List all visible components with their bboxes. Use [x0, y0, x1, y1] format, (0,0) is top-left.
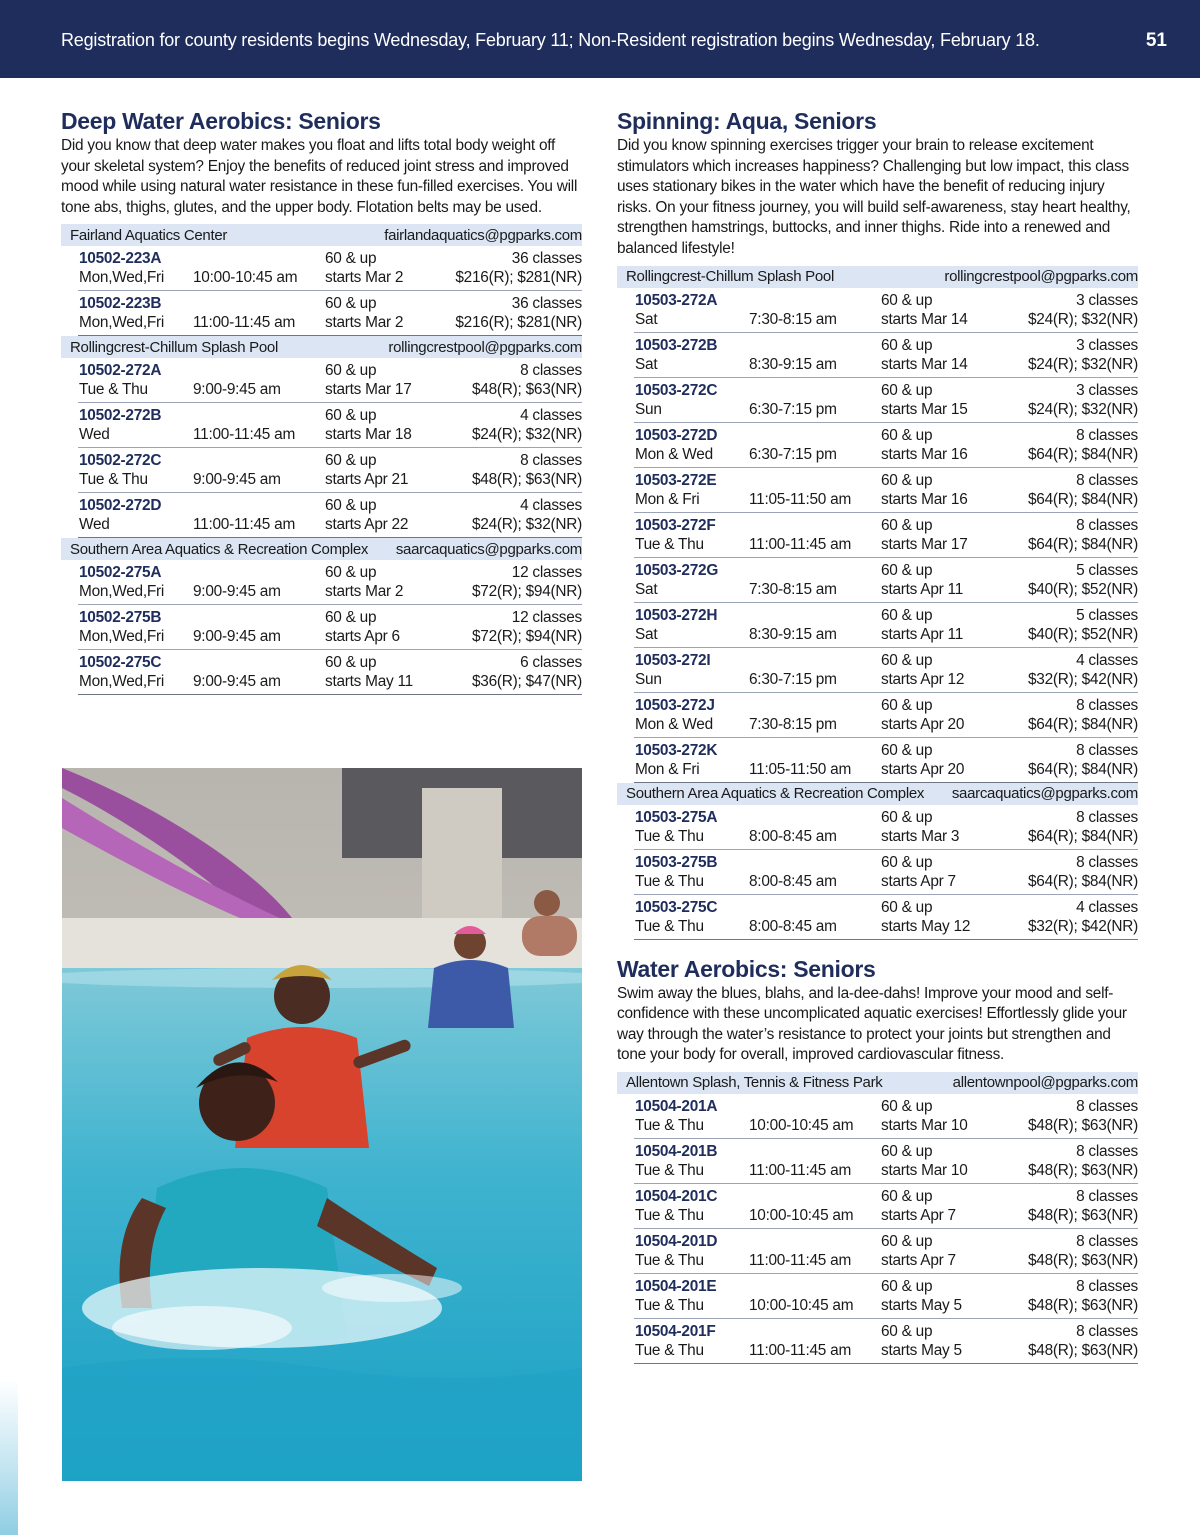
class-count: 3 classes — [1076, 291, 1138, 309]
class-start: starts Mar 10 — [881, 1116, 968, 1134]
class-time: 8:30-9:15 am — [749, 625, 837, 643]
class-code: 10503-272J — [635, 696, 715, 714]
class-code: 10503-275B — [635, 853, 718, 871]
class-age: 60 & up — [881, 1187, 933, 1205]
class-count: 8 classes — [1076, 696, 1138, 714]
class-start: starts Mar 18 — [325, 426, 412, 444]
venue-name: Rollingcrest-Chillum Splash Pool — [626, 268, 834, 286]
class-row — [78, 605, 582, 650]
class-start: starts Mar 16 — [881, 490, 968, 508]
class-count: 8 classes — [1076, 741, 1138, 759]
class-time: 10:00-10:45 am — [193, 269, 298, 287]
class-time: 9:00-9:45 am — [193, 673, 281, 691]
class-count: 8 classes — [1076, 1277, 1138, 1295]
class-days: Sat — [635, 355, 658, 373]
class-time: 9:00-9:45 am — [193, 471, 281, 489]
class-start: starts Mar 17 — [881, 535, 968, 553]
class-age: 60 & up — [881, 741, 933, 759]
class-code: 10503-272H — [635, 606, 718, 624]
class-row — [78, 493, 582, 538]
class-start: starts Apr 12 — [881, 670, 965, 688]
class-age: 60 & up — [881, 381, 933, 399]
class-row — [634, 378, 1138, 423]
class-days: Mon & Wed — [635, 715, 713, 733]
class-start: starts Apr 11 — [881, 625, 964, 643]
class-price: $64(R); $84(NR) — [1027, 872, 1138, 890]
class-code: 10503-272C — [635, 381, 718, 399]
class-price: $24(R); $32(NR) — [471, 516, 582, 534]
class-start: starts May 12 — [881, 917, 971, 935]
venue-header — [61, 336, 582, 358]
class-time: 10:00-10:45 am — [749, 1116, 854, 1134]
left-column — [61, 106, 582, 695]
class-count: 12 classes — [511, 609, 582, 627]
class-row — [78, 403, 582, 448]
class-time: 10:00-10:45 am — [749, 1296, 854, 1314]
class-code: 10504-201C — [635, 1187, 718, 1205]
class-days: Tue & Thu — [635, 1116, 704, 1134]
class-days: Mon,Wed,Fri — [79, 673, 165, 691]
class-count: 4 classes — [520, 407, 582, 425]
class-price: $64(R); $84(NR) — [1027, 827, 1138, 845]
venue-email-link[interactable]: rollingcrestpool@pgparks.com — [944, 268, 1138, 286]
class-code: 10502-275B — [79, 609, 162, 627]
class-days: Mon & Fri — [635, 490, 700, 508]
class-time: 11:00-11:45 am — [193, 426, 296, 444]
class-start: starts Mar 17 — [325, 381, 412, 399]
venue-email-link[interactable]: saarcaquatics@pgparks.com — [951, 785, 1138, 803]
class-time: 6:30-7:15 pm — [749, 445, 837, 463]
class-count: 8 classes — [1076, 808, 1138, 826]
class-row — [634, 423, 1138, 468]
class-time: 8:30-9:15 am — [749, 355, 837, 373]
venue-name: Rollingcrest-Chillum Splash Pool — [70, 338, 278, 356]
class-days: Mon & Wed — [635, 445, 713, 463]
class-time: 10:00-10:45 am — [749, 1206, 854, 1224]
class-start: starts May 11 — [325, 673, 413, 691]
class-days: Wed — [79, 426, 110, 444]
class-days: Tue & Thu — [635, 872, 704, 890]
class-start: starts Apr 20 — [881, 715, 965, 733]
class-days: Mon,Wed,Fri — [79, 628, 165, 646]
class-days: Tue & Thu — [79, 471, 148, 489]
class-time: 11:00-11:45 am — [749, 1161, 852, 1179]
class-age: 60 & up — [881, 1097, 933, 1115]
class-row — [634, 1184, 1138, 1229]
class-code: 10502-223B — [79, 295, 162, 313]
class-row — [634, 558, 1138, 603]
venue-list-water-aerobics — [617, 1072, 1138, 1364]
class-days: Tue & Thu — [79, 381, 148, 399]
class-start: starts Apr 20 — [881, 760, 965, 778]
class-code: 10504-201F — [635, 1322, 716, 1340]
class-code: 10504-201E — [635, 1277, 717, 1295]
class-start: starts Apr 7 — [881, 1206, 956, 1224]
class-price: $64(R); $84(NR) — [1027, 445, 1138, 463]
class-row — [634, 1094, 1138, 1139]
class-price: $48(R); $63(NR) — [1027, 1296, 1138, 1314]
class-start: starts Mar 16 — [881, 445, 968, 463]
class-age: 60 & up — [325, 452, 377, 470]
class-row — [78, 560, 582, 605]
class-time: 11:00-11:45 am — [193, 516, 296, 534]
class-time: 6:30-7:15 pm — [749, 400, 837, 418]
venue-list-deep-water — [61, 224, 582, 695]
class-count: 8 classes — [1076, 1187, 1138, 1205]
class-age: 60 & up — [881, 1277, 933, 1295]
class-time: 9:00-9:45 am — [193, 381, 281, 399]
class-price: $40(R); $52(NR) — [1027, 580, 1138, 598]
class-days: Tue & Thu — [635, 1296, 704, 1314]
venue-email-link[interactable]: fairlandaquatics@pgparks.com — [384, 226, 582, 244]
class-start: starts Apr 22 — [325, 516, 409, 534]
class-time: 11:00-11:45 am — [749, 1341, 852, 1359]
class-start: starts May 5 — [881, 1341, 962, 1359]
class-price: $24(R); $32(NR) — [1027, 355, 1138, 373]
class-time: 7:30-8:15 am — [749, 580, 837, 598]
class-days: Mon,Wed,Fri — [79, 314, 165, 332]
class-code: 10504-201A — [635, 1097, 718, 1115]
class-code: 10503-272I — [635, 651, 711, 669]
class-age: 60 & up — [881, 606, 933, 624]
class-count: 8 classes — [1076, 853, 1138, 871]
class-days: Mon,Wed,Fri — [79, 269, 165, 287]
class-count: 4 classes — [1076, 651, 1138, 669]
class-row — [634, 850, 1138, 895]
class-count: 5 classes — [1076, 561, 1138, 579]
pool-photo — [62, 768, 582, 1481]
class-age: 60 & up — [325, 609, 377, 627]
decorative-splash — [0, 1380, 18, 1535]
class-row — [634, 805, 1138, 850]
class-start: starts Apr 11 — [881, 580, 964, 598]
class-time: 11:00-11:45 am — [749, 1251, 852, 1269]
class-age: 60 & up — [881, 1142, 933, 1160]
class-days: Tue & Thu — [635, 1341, 704, 1359]
section-description-deep-water: Did you know that deep water makes you float and lifts total body weight off your skeletal system? Enjoy the benefits of reduced joint stress and improved mood while using natural water resistance in these fun-filled exercises. You will tone abs, thighs, glutes, and the upper body. Flotation belts may be used. — [61, 137, 578, 216]
class-count: 8 classes — [1076, 471, 1138, 489]
class-age: 60 & up — [881, 651, 933, 669]
class-count: 8 classes — [520, 362, 582, 380]
venue-name: Allentown Splash, Tennis & Fitness Park — [626, 1074, 883, 1092]
class-count: 8 classes — [1076, 426, 1138, 444]
class-start: starts Apr 7 — [881, 1251, 956, 1269]
class-age: 60 & up — [881, 853, 933, 871]
class-age: 60 & up — [881, 1322, 933, 1340]
class-code: 10503-272F — [635, 516, 716, 534]
class-start: starts Mar 2 — [325, 583, 404, 601]
class-age: 60 & up — [881, 471, 933, 489]
class-code: 10503-275C — [635, 898, 718, 916]
class-count: 4 classes — [1076, 898, 1138, 916]
class-time: 9:00-9:45 am — [193, 583, 281, 601]
class-row — [634, 1274, 1138, 1319]
class-age: 60 & up — [881, 898, 933, 916]
class-days: Sat — [635, 580, 658, 598]
class-days: Tue & Thu — [635, 1161, 704, 1179]
class-price: $32(R); $42(NR) — [1027, 670, 1138, 688]
class-row — [634, 1319, 1138, 1364]
class-price: $64(R); $84(NR) — [1027, 760, 1138, 778]
class-age: 60 & up — [881, 516, 933, 534]
class-row — [78, 650, 582, 695]
class-count: 8 classes — [1076, 1097, 1138, 1115]
class-age: 60 & up — [881, 696, 933, 714]
class-count: 8 classes — [1076, 516, 1138, 534]
class-row — [634, 603, 1138, 648]
class-days: Sat — [635, 625, 658, 643]
class-code: 10503-272G — [635, 561, 719, 579]
venue-header — [61, 224, 582, 246]
class-row — [634, 468, 1138, 513]
registration-notice: Registration for county residents begins Wednesday, February 11; Non-Resident registration begins Wednesday, February 18. — [61, 30, 1040, 50]
class-count: 8 classes — [1076, 1322, 1138, 1340]
class-price: $48(R); $63(NR) — [1027, 1341, 1138, 1359]
class-code: 10502-223A — [79, 250, 162, 268]
section-description-spinning: Did you know spinning exercises trigger your brain to release excitement stimulators which increases happiness? Challenging but low impact, this class uses stationary bikes in the water which have the benefit of reducing injury risks. On your fitness journey, you will build self-awareness, stay heart healthy, strengthen hamstrings, buttocks, and inner thighs. Ride into a renewed and balanced lifestyle! — [617, 137, 1131, 257]
class-count: 6 classes — [520, 654, 582, 672]
class-price: $24(R); $32(NR) — [1027, 310, 1138, 328]
class-days: Sat — [635, 310, 658, 328]
class-row — [634, 738, 1138, 783]
venue-email-link[interactable]: rollingcrestpool@pgparks.com — [388, 338, 582, 356]
venue-header — [617, 783, 1138, 805]
class-price: $48(R); $63(NR) — [471, 381, 582, 399]
class-price: $48(R); $63(NR) — [1027, 1116, 1138, 1134]
class-start: starts Mar 3 — [881, 827, 960, 845]
class-time: 8:00-8:45 am — [749, 827, 837, 845]
class-time: 7:30-8:15 am — [749, 310, 837, 328]
class-price: $40(R); $52(NR) — [1027, 625, 1138, 643]
class-days: Mon & Fri — [635, 760, 700, 778]
class-code: 10502-272A — [79, 362, 162, 380]
venue-name: Southern Area Aquatics & Recreation Complex — [70, 540, 369, 558]
class-count: 36 classes — [511, 250, 582, 268]
class-days: Tue & Thu — [635, 1206, 704, 1224]
class-row — [78, 291, 582, 336]
class-time: 6:30-7:15 pm — [749, 670, 837, 688]
class-code: 10503-272K — [635, 741, 718, 759]
class-price: $216(R); $281(NR) — [455, 269, 582, 287]
class-row — [78, 246, 582, 291]
class-row — [634, 1139, 1138, 1184]
section-title-spinning: Spinning: Aqua, Seniors — [617, 108, 877, 134]
venue-name: Southern Area Aquatics & Recreation Complex — [626, 785, 925, 803]
class-count: 3 classes — [1076, 336, 1138, 354]
class-price: $64(R); $84(NR) — [1027, 490, 1138, 508]
class-age: 60 & up — [325, 407, 377, 425]
class-price: $48(R); $63(NR) — [471, 471, 582, 489]
class-price: $72(R); $94(NR) — [471, 628, 582, 646]
class-count: 36 classes — [511, 295, 582, 313]
class-age: 60 & up — [325, 362, 377, 380]
class-start: starts Mar 14 — [881, 355, 968, 373]
header-bar — [0, 0, 1200, 78]
class-time: 9:00-9:45 am — [193, 628, 281, 646]
class-count: 5 classes — [1076, 606, 1138, 624]
class-time: 11:05-11:50 am — [749, 760, 852, 778]
class-row — [78, 358, 582, 403]
class-start: starts Mar 10 — [881, 1161, 968, 1179]
class-age: 60 & up — [881, 808, 933, 826]
venue-header — [617, 266, 1138, 288]
class-start: starts Apr 21 — [325, 471, 409, 489]
class-age: 60 & up — [325, 250, 377, 268]
class-code: 10503-272B — [635, 336, 718, 354]
class-days: Tue & Thu — [635, 535, 704, 553]
class-price: $64(R); $84(NR) — [1027, 535, 1138, 553]
class-age: 60 & up — [881, 291, 933, 309]
class-row — [634, 693, 1138, 738]
class-code: 10504-201D — [635, 1232, 718, 1250]
venue-name: Fairland Aquatics Center — [70, 226, 228, 244]
class-code: 10503-272D — [635, 426, 718, 444]
class-price: $216(R); $281(NR) — [455, 314, 582, 332]
class-code: 10502-275C — [79, 654, 162, 672]
class-time: 11:00-11:45 am — [749, 535, 852, 553]
class-start: starts Mar 2 — [325, 269, 404, 287]
class-row — [634, 648, 1138, 693]
class-price: $32(R); $42(NR) — [1027, 917, 1138, 935]
class-days: Tue & Thu — [635, 827, 704, 845]
section-description-water-aerobics: Swim away the blues, blahs, and la-dee-dahs! Improve your mood and self-confidence with these uncomplicated aquatic exercises! Effortlessly glide your way through the water’s resistance to protect your joints but strengthen and tone your body for overall, improved cardiovascular fitness. — [617, 984, 1127, 1064]
class-age: 60 & up — [881, 1232, 933, 1250]
class-row — [634, 288, 1138, 333]
class-time: 11:05-11:50 am — [749, 490, 852, 508]
class-start: starts Mar 2 — [325, 314, 404, 332]
class-price: $64(R); $84(NR) — [1027, 715, 1138, 733]
class-code: 10503-275A — [635, 808, 718, 826]
class-count: 4 classes — [520, 497, 582, 515]
class-days: Sun — [635, 400, 662, 418]
class-price: $48(R); $63(NR) — [1027, 1161, 1138, 1179]
class-count: 8 classes — [1076, 1142, 1138, 1160]
class-age: 60 & up — [325, 564, 377, 582]
class-time: 11:00-11:45 am — [193, 314, 296, 332]
class-price: $24(R); $32(NR) — [471, 426, 582, 444]
class-age: 60 & up — [881, 561, 933, 579]
class-price: $72(R); $94(NR) — [471, 583, 582, 601]
class-row — [634, 1229, 1138, 1274]
class-row — [634, 513, 1138, 558]
class-days: Tue & Thu — [635, 917, 704, 935]
section-title-water-aerobics: Water Aerobics: Seniors — [617, 955, 876, 982]
class-code: 10503-272E — [635, 471, 717, 489]
class-code: 10503-272A — [635, 291, 718, 309]
class-start: starts May 5 — [881, 1296, 962, 1314]
class-count: 8 classes — [1076, 1232, 1138, 1250]
class-code: 10502-272B — [79, 407, 162, 425]
class-time: 7:30-8:15 pm — [749, 715, 837, 733]
class-time: 8:00-8:45 am — [749, 872, 837, 890]
class-days: Wed — [79, 516, 110, 534]
class-code: 10502-272C — [79, 452, 162, 470]
class-age: 60 & up — [881, 426, 933, 444]
class-age: 60 & up — [325, 654, 377, 672]
class-price: $24(R); $32(NR) — [1027, 400, 1138, 418]
venue-list-spinning — [617, 266, 1138, 940]
class-days: Tue & Thu — [635, 1251, 704, 1269]
right-column — [617, 106, 1138, 1364]
class-days: Sun — [635, 670, 662, 688]
class-age: 60 & up — [325, 295, 377, 313]
class-price: $36(R); $47(NR) — [471, 673, 582, 691]
class-count: 12 classes — [511, 564, 582, 582]
class-row — [634, 333, 1138, 378]
venue-email-link[interactable]: allentownpool@pgparks.com — [952, 1074, 1138, 1092]
class-start: starts Mar 14 — [881, 310, 968, 328]
class-price: $48(R); $63(NR) — [1027, 1206, 1138, 1224]
venue-header — [61, 538, 582, 560]
class-start: starts Apr 7 — [881, 872, 956, 890]
class-age: 60 & up — [881, 336, 933, 354]
class-count: 8 classes — [520, 452, 582, 470]
class-start: starts Mar 15 — [881, 400, 968, 418]
section-title-deep-water: Deep Water Aerobics: Seniors — [61, 108, 381, 134]
class-days: Mon,Wed,Fri — [79, 583, 165, 601]
venue-email-link[interactable]: saarcaquatics@pgparks.com — [395, 540, 582, 558]
class-code: 10504-201B — [635, 1142, 718, 1160]
class-age: 60 & up — [325, 497, 377, 515]
class-row — [78, 448, 582, 493]
class-code: 10502-272D — [79, 497, 162, 515]
venue-header — [617, 1072, 1138, 1094]
page-number: 51 — [1145, 30, 1167, 51]
class-price: $48(R); $63(NR) — [1027, 1251, 1138, 1269]
class-row — [634, 895, 1138, 940]
class-code: 10502-275A — [79, 564, 162, 582]
class-time: 8:00-8:45 am — [749, 917, 837, 935]
class-count: 3 classes — [1076, 381, 1138, 399]
class-start: starts Apr 6 — [325, 628, 400, 646]
